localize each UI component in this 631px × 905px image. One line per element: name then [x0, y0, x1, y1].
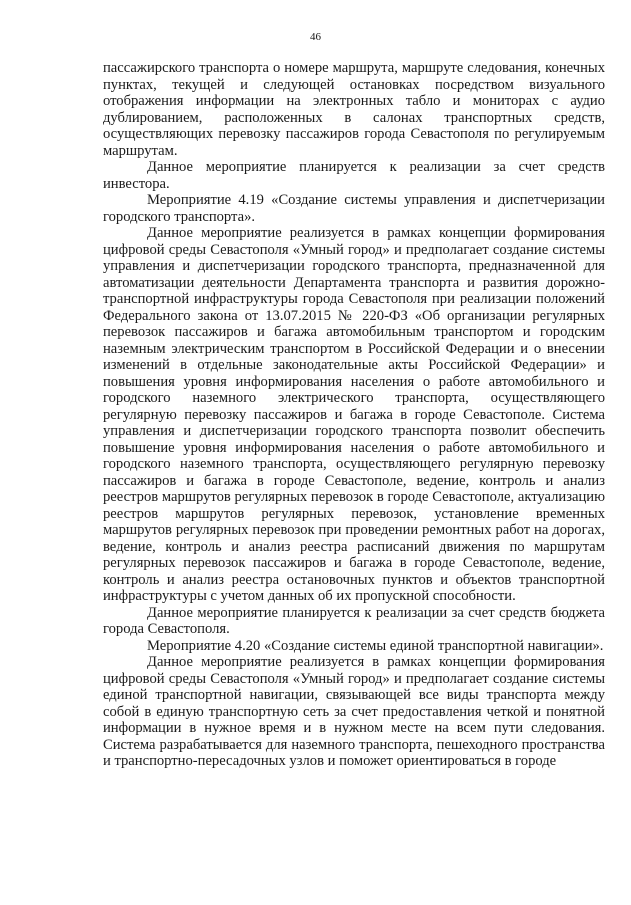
paragraph-3-heading-4-19: Мероприятие 4.19 «Создание системы управления и диспетчеризации городского транспорта». [103, 192, 605, 225]
document-body [103, 60, 605, 770]
paragraph-7: Данное мероприятие реализуется в рамках концепции формирования цифровой среды Севастополя «Умный город» и предполагает создание системы единой транспортной навигации, связывающей все виды транспорта между собой в единую транспортную сеть за счет предоставления четкой и понятной информации в нужное время и в нужном месте на всем пути следования. Система разрабатывается для наземного транспорта, пешеходного пространства и транспортно-пересадочных узлов и поможет ориентироваться в городе [103, 654, 605, 769]
page-number: 46 [310, 31, 321, 43]
paragraph-6-heading-4-20: Мероприятие 4.20 «Создание системы единой транспортной навигации». [147, 637, 604, 654]
paragraph-5: Данное мероприятие планируется к реализации за счет средств бюджета города Севастополя. [103, 604, 605, 637]
paragraph-2: Данное мероприятие планируется к реализации за счет средств инвестора. [103, 159, 605, 192]
paragraph-4: Данное мероприятие реализуется в рамках концепции формирования цифровой среды Севастополя «Умный город» и предполагает создание системы управления и диспетчеризации городского транспорта, предназначенной для автоматизации деятельности Департамента транспорта и развития дорожно-транспортной инфраструктуры города Севастополя при реализации положений Федерального закона от 13.07.2015 № 220-ФЗ «Об организации регулярных перевозок пассажиров и багажа автомобильным транспортом и городским наземным электрическим транспортом в Российской Федерации и о внесении изменений в отдельные законодательные акты Российской Федерации» и повышения уровня информирования населения о работе автомобильного и городского наземного электрического транспорта, осуществляющего регулярную перевозку пассажиров и багажа в городе Севастополе. Система управления и диспетчеризации городского транспорта позволит обеспечить повышение уровня информирования населения о работе автомобильного и городского наземного транспорта, осуществляющего регулярную перевозку пассажиров и багажа в городе Севастополе, ведение, контроль и анализ реестров маршрутов регулярных перевозок в городе Севастополе, актуализацию реестров маршрутов регулярных перевозок, установление временных маршрутов регулярных перевозок при проведении ремонтных работ на дорогах, ведение, контроль и анализ реестра расписаний движения по маршрутам регулярных перевозок пассажиров и багажа в городе Севастополе, ведение, контроль и анализ реестра остановочных пунктов и объектов транспортной инфраструктуры с учетом данных об их пропускной способности. [103, 225, 605, 604]
paragraph-1: пассажирского транспорта о номере маршрута, маршруте следования, конечных пунктах, текущей и следующей остановках посредством визуального отображения информации на электронных табло и мониторах с аудио дублированием, расположенных в салонах транспортных средств, осуществляющих перевозку пассажиров города Севастополя по регулируемым маршрутам. [103, 60, 605, 159]
